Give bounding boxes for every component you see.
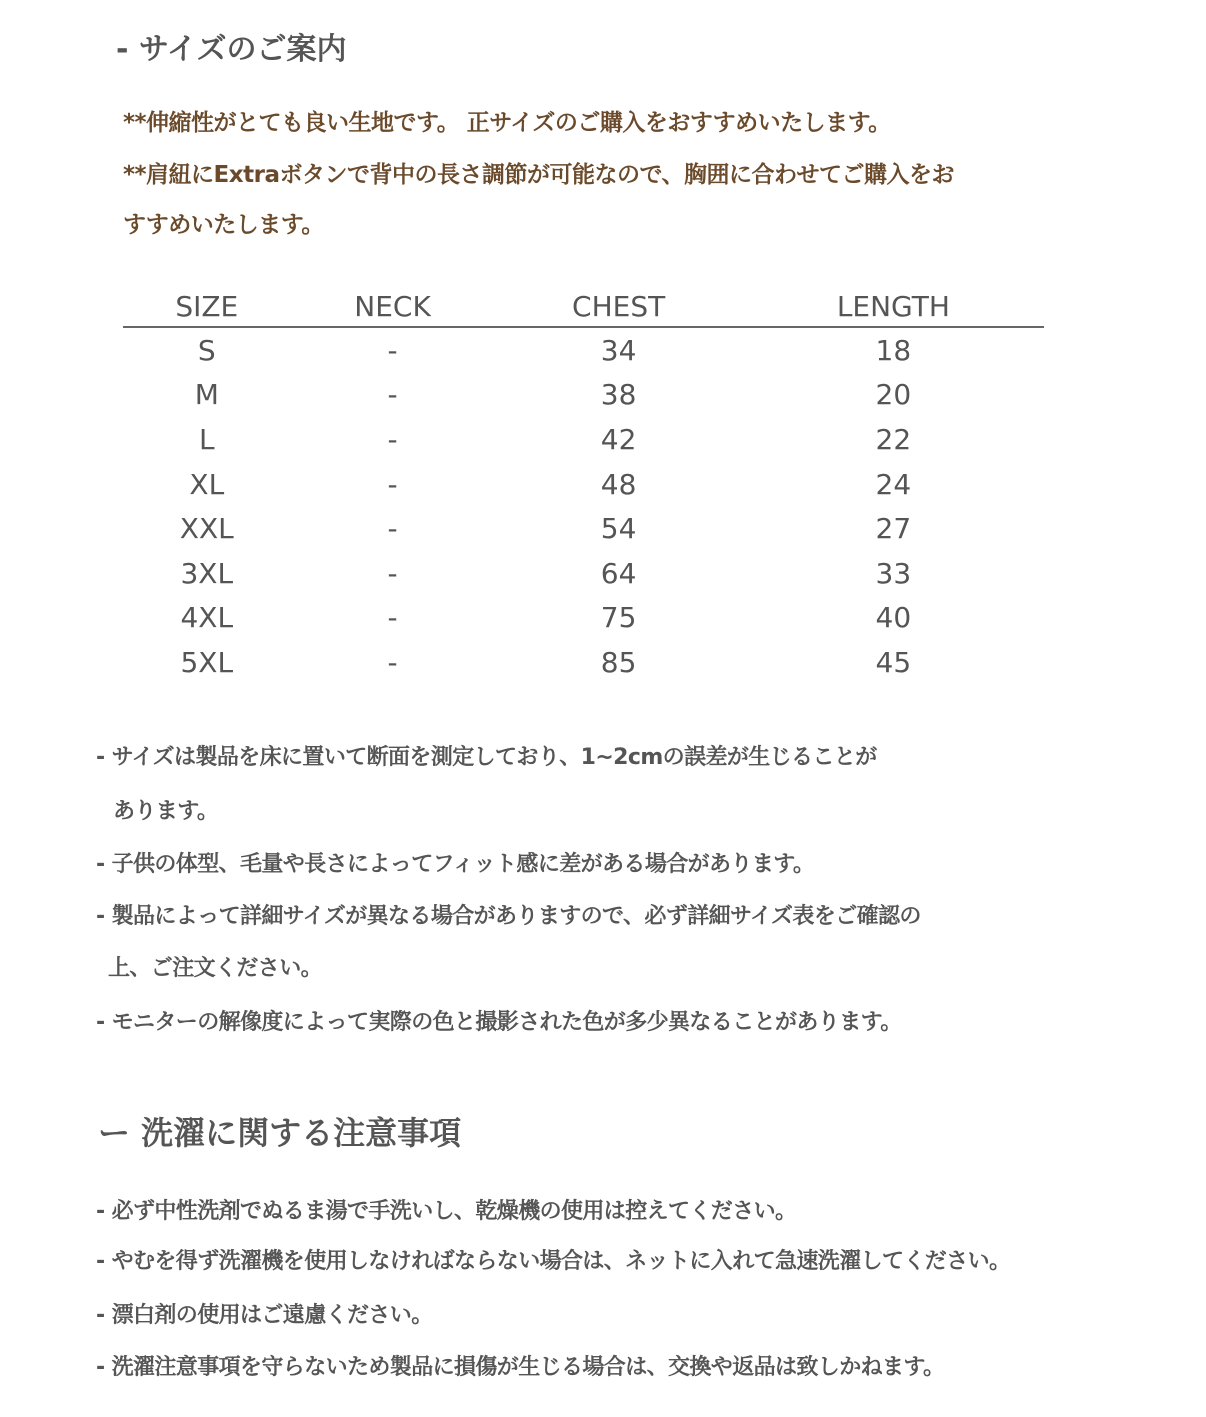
cell-neck: - xyxy=(387,601,398,635)
cell-length: 24 xyxy=(875,467,912,501)
cell-length: 40 xyxy=(875,601,912,635)
washing-item-2: - やむを得ず洗濯機を使用しなければならない場合は、ネットに入れて急速洗濯してください。 xyxy=(96,1249,1011,1274)
cell-length: 27 xyxy=(875,512,912,546)
cell-chest: 34 xyxy=(600,333,637,367)
table-row xyxy=(123,506,1044,551)
washing-item-3: - 漂白剤の使用はご遠慮ください。 xyxy=(96,1303,433,1328)
strap-note: **肩紐にExtraボタンで背中の長さ調節が可能なので、胸囲に合わせてご購入をお xyxy=(123,162,955,188)
cell-length: 20 xyxy=(875,378,912,412)
cell-neck: - xyxy=(387,378,398,412)
washing-item-1: - 必ず中性洗剤でぬるま湯で手洗いし、乾燥機の使用は控えてください。 xyxy=(96,1199,797,1224)
cell-length: 45 xyxy=(875,645,912,679)
remark-2: - 子供の体型、毛量や長さによってフィット感に差がある場合があります。 xyxy=(96,852,815,877)
remark-3-cont: 上、ご注文ください。 xyxy=(108,956,323,981)
cell-size: XXL xyxy=(179,512,234,546)
cell-chest: 48 xyxy=(600,467,637,501)
cell-size: XL xyxy=(189,467,225,501)
washing-item-4: - 洗濯注意事項を守らないため製品に損傷が生じる場合は、交換や返品は致しかねます。 xyxy=(96,1355,945,1380)
header-chest: CHEST xyxy=(495,286,743,327)
cell-length: 18 xyxy=(875,333,912,367)
size-table xyxy=(123,286,1044,685)
cell-chest: 54 xyxy=(600,512,637,546)
table-header-row xyxy=(123,286,1044,327)
remark-4: - モニターの解像度によって実際の色と撮影された色が多少異なることがあります。 xyxy=(96,1010,902,1035)
size-guide-title: - サイズのご案内 xyxy=(116,32,347,67)
cell-neck: - xyxy=(387,422,398,456)
cell-chest: 42 xyxy=(600,422,637,456)
fabric-note: **伸縮性がとても良い生地です。 正サイズのご購入をおすすめいたします。 xyxy=(123,110,891,136)
header-size: SIZE xyxy=(123,286,291,327)
table-row xyxy=(123,640,1044,685)
cell-size: 4XL xyxy=(180,601,234,635)
table-row xyxy=(123,417,1044,462)
cell-neck: - xyxy=(387,467,398,501)
cell-length: 33 xyxy=(875,556,912,590)
cell-chest: 85 xyxy=(600,645,637,679)
remark-1: - サイズは製品を床に置いて断面を測定しており、1~2cmの誤差が生じることが xyxy=(96,745,877,770)
cell-size: S xyxy=(197,333,216,367)
cell-neck: - xyxy=(387,512,398,546)
cell-size: 5XL xyxy=(180,645,234,679)
cell-neck: - xyxy=(387,333,398,367)
table-row xyxy=(123,327,1044,373)
cell-size: L xyxy=(198,422,215,456)
cell-size: M xyxy=(194,378,219,412)
table-row xyxy=(123,551,1044,596)
header-neck: NECK xyxy=(291,286,495,327)
cell-chest: 75 xyxy=(600,601,637,635)
cell-chest: 64 xyxy=(600,556,637,590)
cell-neck: - xyxy=(387,645,398,679)
cell-size: 3XL xyxy=(180,556,234,590)
washing-title: ー 洗濯に関する注意事項 xyxy=(98,1114,462,1152)
table-row xyxy=(123,462,1044,507)
table-row xyxy=(123,596,1044,641)
remark-3: - 製品によって詳細サイズが異なる場合がありますので、必ず詳細サイズ表をご確認の xyxy=(96,904,921,929)
table-row xyxy=(123,373,1044,418)
cell-chest: 38 xyxy=(600,378,637,412)
remark-1-cont: あります。 xyxy=(113,799,219,824)
header-length: LENGTH xyxy=(743,286,1044,327)
cell-length: 22 xyxy=(875,422,912,456)
cell-neck: - xyxy=(387,556,398,590)
strap-note-cont: すすめいたします。 xyxy=(123,212,324,238)
